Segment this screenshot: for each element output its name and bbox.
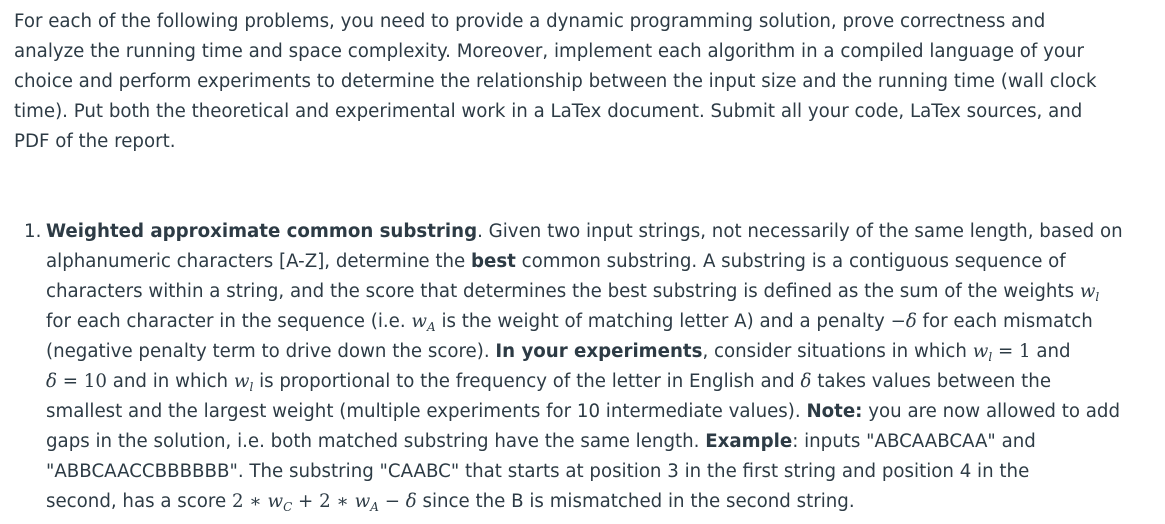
math-sub-l: l	[988, 350, 993, 364]
text: and in which	[106, 371, 234, 392]
text: since the B is mismatched in the second string.	[416, 491, 855, 512]
text: is the weight of matching letter A) and a penalty	[435, 311, 891, 332]
math-w: w	[972, 341, 989, 362]
math-w: w	[1079, 281, 1096, 302]
emphasis-best: best	[470, 251, 516, 272]
text: characters within a string, and the score that determines the best substring is defined as the sum of the weights	[46, 281, 1080, 302]
math-eq: =	[62, 371, 78, 392]
math-delta: δ	[800, 371, 812, 392]
math-sub-l: l	[249, 380, 254, 394]
problem-line	[46, 367, 1134, 397]
math-star: ∗	[249, 491, 262, 512]
problem-line	[46, 247, 1134, 277]
text: : inputs "ABCAABCAA" and	[792, 431, 1036, 452]
intro-line: choice and perform experiments to determine the relationship between the input size and the running time (wall clock	[14, 71, 1097, 92]
problem-line	[46, 397, 1134, 427]
problem-number: 1.	[24, 221, 42, 242]
math-two: 2	[231, 491, 244, 512]
text: smallest and the largest weight (multiple experiments for 10 intermediate values).	[46, 401, 807, 422]
math-w: w	[233, 371, 250, 392]
math-one: 1	[1019, 341, 1031, 362]
math-delta: δ	[905, 311, 917, 332]
text: takes values between the	[811, 371, 1052, 392]
problem-line	[46, 337, 1134, 367]
text: for each mismatch	[916, 311, 1093, 332]
math-delta: δ	[405, 491, 417, 512]
problem-body	[46, 217, 1134, 517]
text: , consider situations in which	[702, 341, 973, 362]
math-two: 2	[319, 491, 331, 512]
text: for each character in the sequence (i.e.	[46, 311, 412, 332]
problem-line	[46, 487, 1134, 517]
math-sub-C: C	[283, 500, 293, 514]
intro-line: For each of the following problems, you need to provide a dynamic programming solution, prove correctness and	[14, 11, 1046, 32]
problem-line: "ABBCAACCBBBBBB". The substring "CAABC" that starts at position 3 in the first string and position 4 in the	[46, 461, 1030, 482]
text: alphanumeric characters [A-Z], determine the	[46, 251, 471, 272]
text: (negative penalty term to drive down the score).	[46, 341, 496, 362]
math-sub-A: A	[426, 320, 436, 334]
text: second, has a score	[46, 491, 232, 512]
text: gaps in the solution, i.e. both matched substring have the same length.	[46, 431, 706, 452]
problem-line	[46, 277, 1134, 307]
math-sub-A: A	[370, 500, 379, 514]
problem-line	[46, 427, 1134, 457]
text: you are now allowed to add	[862, 401, 1120, 422]
problem-line	[46, 307, 1134, 337]
problem-title: Weighted approximate common substring	[46, 221, 478, 242]
intro-paragraph	[14, 7, 1097, 157]
math-sub-l: l	[1095, 290, 1100, 304]
text: common substring. A substring is a contiguous sequence of	[515, 251, 1066, 272]
emphasis-experiments: In your experiments	[495, 341, 703, 362]
text: . Given two input strings, not necessarily of the same length, based on	[477, 221, 1123, 242]
math-minus: −	[890, 311, 906, 332]
emphasis-note: Note:	[806, 401, 863, 422]
intro-line: analyze the running time and space complexity. Moreover, implement each algorithm in a compiled language of your	[14, 41, 1085, 62]
problem-line	[46, 217, 1134, 247]
math-eq: =	[997, 341, 1014, 362]
math-w: w	[354, 491, 371, 512]
problem-item-1	[24, 217, 1134, 517]
math-plus: +	[298, 491, 314, 512]
text: and	[1030, 341, 1071, 362]
math-ten: 10	[83, 371, 107, 392]
intro-line: PDF of the report.	[14, 131, 176, 152]
emphasis-example: Example	[705, 431, 793, 452]
text: is proportional to the frequency of the letter in English and	[253, 371, 801, 392]
math-star: ∗	[336, 491, 349, 512]
math-delta: δ	[46, 371, 57, 392]
math-w: w	[411, 311, 427, 332]
intro-line: time). Put both the theoretical and experimental work in a LaTex document. Submit all your code, LaTex sources, and	[14, 101, 1083, 122]
math-w: w	[267, 491, 284, 512]
math-minus: −	[384, 491, 400, 512]
problem-list	[24, 217, 1134, 517]
